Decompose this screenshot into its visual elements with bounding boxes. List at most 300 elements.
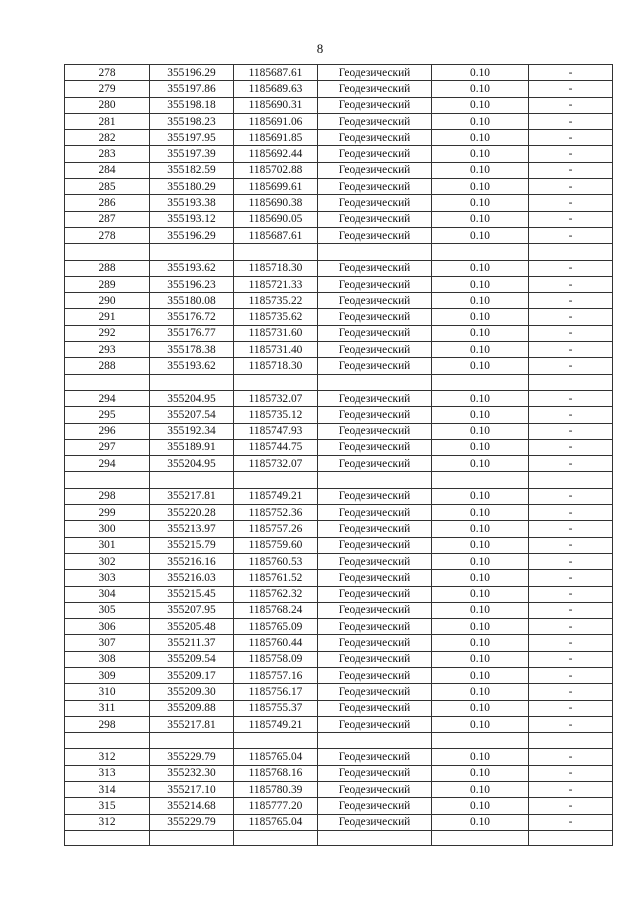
table-row: [65, 423, 613, 439]
accuracy-cell: 0.10: [432, 342, 529, 358]
table-separator-row: [65, 733, 613, 749]
y-coordinate-cell: [234, 244, 318, 260]
x-coordinate-cell: 355196.23: [150, 276, 234, 292]
description-cell: [529, 472, 613, 488]
y-coordinate-cell: 1185761.52: [234, 570, 318, 586]
accuracy-cell: 0.10: [432, 439, 529, 455]
point-number-cell: 302: [65, 553, 150, 569]
y-coordinate-cell: 1185760.44: [234, 635, 318, 651]
y-coordinate-cell: 1185755.37: [234, 700, 318, 716]
x-coordinate-cell: 355193.62: [150, 358, 234, 374]
method-cell: Геодезический: [318, 293, 432, 309]
y-coordinate-cell: [234, 472, 318, 488]
x-coordinate-cell: 355198.23: [150, 113, 234, 129]
coordinates-table: [64, 64, 613, 846]
point-number-cell: 294: [65, 456, 150, 472]
accuracy-cell: 0.10: [432, 325, 529, 341]
accuracy-cell: 0.10: [432, 505, 529, 521]
x-coordinate-cell: 355217.81: [150, 488, 234, 504]
table-row: [65, 700, 613, 716]
table-row: [65, 765, 613, 781]
method-cell: Геодезический: [318, 358, 432, 374]
y-coordinate-cell: 1185731.40: [234, 342, 318, 358]
method-cell: Геодезический: [318, 749, 432, 765]
point-number-cell: 294: [65, 390, 150, 406]
point-number-cell: 301: [65, 537, 150, 553]
point-number-cell: 308: [65, 651, 150, 667]
accuracy-cell: [432, 733, 529, 749]
y-coordinate-cell: 1185756.17: [234, 684, 318, 700]
accuracy-cell: 0.10: [432, 97, 529, 113]
method-cell: Геодезический: [318, 521, 432, 537]
description-cell: -: [529, 423, 613, 439]
x-coordinate-cell: 355205.48: [150, 619, 234, 635]
y-coordinate-cell: 1185757.26: [234, 521, 318, 537]
point-number-cell: 306: [65, 619, 150, 635]
table-row: [65, 521, 613, 537]
description-cell: -: [529, 765, 613, 781]
table-row: [65, 81, 613, 97]
accuracy-cell: 0.10: [432, 700, 529, 716]
method-cell: Геодезический: [318, 586, 432, 602]
point-number-cell: 307: [65, 635, 150, 651]
accuracy-cell: 0.10: [432, 358, 529, 374]
accuracy-cell: [432, 244, 529, 260]
table-row: [65, 113, 613, 129]
y-coordinate-cell: 1185760.53: [234, 553, 318, 569]
table-row: [65, 325, 613, 341]
point-number-cell: 298: [65, 488, 150, 504]
table-row: [65, 260, 613, 276]
coordinates-table-body: [65, 65, 613, 846]
description-cell: -: [529, 309, 613, 325]
point-number-cell: 296: [65, 423, 150, 439]
x-coordinate-cell: 355176.77: [150, 325, 234, 341]
y-coordinate-cell: 1185690.05: [234, 211, 318, 227]
point-number-cell: 295: [65, 407, 150, 423]
table-separator-row: [65, 830, 613, 845]
accuracy-cell: 0.10: [432, 276, 529, 292]
description-cell: -: [529, 260, 613, 276]
table-row: [65, 667, 613, 683]
y-coordinate-cell: 1185690.38: [234, 195, 318, 211]
table-row: [65, 651, 613, 667]
point-number-cell: 280: [65, 97, 150, 113]
accuracy-cell: 0.10: [432, 390, 529, 406]
description-cell: -: [529, 635, 613, 651]
method-cell: Геодезический: [318, 667, 432, 683]
x-coordinate-cell: 355180.08: [150, 293, 234, 309]
table-row: [65, 456, 613, 472]
description-cell: -: [529, 390, 613, 406]
y-coordinate-cell: 1185735.22: [234, 293, 318, 309]
table-row: [65, 553, 613, 569]
accuracy-cell: 0.10: [432, 65, 529, 81]
method-cell: [318, 472, 432, 488]
method-cell: Геодезический: [318, 146, 432, 162]
x-coordinate-cell: 355229.79: [150, 749, 234, 765]
table-separator-row: [65, 244, 613, 260]
point-number-cell: 305: [65, 602, 150, 618]
table-row: [65, 782, 613, 798]
table-row: [65, 505, 613, 521]
accuracy-cell: [432, 472, 529, 488]
x-coordinate-cell: 355232.30: [150, 765, 234, 781]
x-coordinate-cell: 355209.54: [150, 651, 234, 667]
point-number-cell: 312: [65, 814, 150, 830]
point-number-cell: 288: [65, 358, 150, 374]
y-coordinate-cell: 1185687.61: [234, 227, 318, 243]
method-cell: [318, 374, 432, 390]
accuracy-cell: 0.10: [432, 456, 529, 472]
description-cell: -: [529, 113, 613, 129]
method-cell: Геодезический: [318, 227, 432, 243]
description-cell: -: [529, 586, 613, 602]
description-cell: -: [529, 407, 613, 423]
y-coordinate-cell: 1185744.75: [234, 439, 318, 455]
table-row: [65, 65, 613, 81]
point-number-cell: 279: [65, 81, 150, 97]
x-coordinate-cell: 355182.59: [150, 162, 234, 178]
y-coordinate-cell: [234, 733, 318, 749]
table-row: [65, 488, 613, 504]
y-coordinate-cell: 1185757.16: [234, 667, 318, 683]
point-number-cell: 282: [65, 130, 150, 146]
method-cell: Геодезический: [318, 162, 432, 178]
method-cell: Геодезический: [318, 537, 432, 553]
table-row: [65, 195, 613, 211]
method-cell: Геодезический: [318, 716, 432, 732]
page-number: 8: [316, 41, 324, 56]
accuracy-cell: 0.10: [432, 586, 529, 602]
x-coordinate-cell: 355197.39: [150, 146, 234, 162]
x-coordinate-cell: 355220.28: [150, 505, 234, 521]
x-coordinate-cell: [150, 244, 234, 260]
description-cell: -: [529, 505, 613, 521]
table-row: [65, 293, 613, 309]
x-coordinate-cell: [150, 830, 234, 845]
point-number-cell: 310: [65, 684, 150, 700]
accuracy-cell: [432, 830, 529, 845]
accuracy-cell: 0.10: [432, 798, 529, 814]
description-cell: -: [529, 602, 613, 618]
x-coordinate-cell: 355192.34: [150, 423, 234, 439]
accuracy-cell: 0.10: [432, 293, 529, 309]
description-cell: -: [529, 342, 613, 358]
description-cell: -: [529, 814, 613, 830]
accuracy-cell: 0.10: [432, 146, 529, 162]
point-number-cell: 311: [65, 700, 150, 716]
method-cell: Геодезический: [318, 195, 432, 211]
method-cell: Геодезический: [318, 553, 432, 569]
accuracy-cell: 0.10: [432, 814, 529, 830]
table-row: [65, 227, 613, 243]
x-coordinate-cell: 355209.17: [150, 667, 234, 683]
point-number-cell: 284: [65, 162, 150, 178]
y-coordinate-cell: 1185691.85: [234, 130, 318, 146]
method-cell: Геодезический: [318, 684, 432, 700]
method-cell: Геодезический: [318, 276, 432, 292]
description-cell: -: [529, 276, 613, 292]
x-coordinate-cell: 355204.95: [150, 456, 234, 472]
y-coordinate-cell: 1185762.32: [234, 586, 318, 602]
accuracy-cell: [432, 374, 529, 390]
description-cell: -: [529, 81, 613, 97]
description-cell: [529, 374, 613, 390]
accuracy-cell: 0.10: [432, 162, 529, 178]
accuracy-cell: 0.10: [432, 309, 529, 325]
point-number-cell: 288: [65, 260, 150, 276]
table-row: [65, 814, 613, 830]
accuracy-cell: 0.10: [432, 553, 529, 569]
point-number-cell: 313: [65, 765, 150, 781]
description-cell: -: [529, 439, 613, 455]
accuracy-cell: 0.10: [432, 684, 529, 700]
description-cell: -: [529, 179, 613, 195]
description-cell: -: [529, 749, 613, 765]
point-number-cell: 285: [65, 179, 150, 195]
table-row: [65, 602, 613, 618]
description-cell: -: [529, 537, 613, 553]
y-coordinate-cell: 1185692.44: [234, 146, 318, 162]
point-number-cell: 286: [65, 195, 150, 211]
point-number-cell: 312: [65, 749, 150, 765]
x-coordinate-cell: 355216.16: [150, 553, 234, 569]
accuracy-cell: 0.10: [432, 602, 529, 618]
description-cell: -: [529, 651, 613, 667]
point-number-cell: [65, 244, 150, 260]
y-coordinate-cell: 1185752.36: [234, 505, 318, 521]
table-row: [65, 342, 613, 358]
method-cell: Геодезический: [318, 325, 432, 341]
x-coordinate-cell: 355196.29: [150, 65, 234, 81]
accuracy-cell: 0.10: [432, 195, 529, 211]
x-coordinate-cell: 355196.29: [150, 227, 234, 243]
y-coordinate-cell: 1185749.21: [234, 488, 318, 504]
description-cell: -: [529, 130, 613, 146]
method-cell: Геодезический: [318, 814, 432, 830]
point-number-cell: 278: [65, 227, 150, 243]
x-coordinate-cell: 355215.79: [150, 537, 234, 553]
y-coordinate-cell: 1185768.24: [234, 602, 318, 618]
x-coordinate-cell: 355214.68: [150, 798, 234, 814]
point-number-cell: 291: [65, 309, 150, 325]
method-cell: Геодезический: [318, 619, 432, 635]
point-number-cell: 299: [65, 505, 150, 521]
method-cell: Геодезический: [318, 97, 432, 113]
x-coordinate-cell: 355197.86: [150, 81, 234, 97]
method-cell: Геодезический: [318, 390, 432, 406]
description-cell: [529, 244, 613, 260]
table-row: [65, 146, 613, 162]
description-cell: -: [529, 570, 613, 586]
x-coordinate-cell: 355197.95: [150, 130, 234, 146]
method-cell: Геодезический: [318, 211, 432, 227]
y-coordinate-cell: 1185689.63: [234, 81, 318, 97]
y-coordinate-cell: 1185699.61: [234, 179, 318, 195]
x-coordinate-cell: 355178.38: [150, 342, 234, 358]
method-cell: Геодезический: [318, 798, 432, 814]
point-number-cell: 309: [65, 667, 150, 683]
y-coordinate-cell: 1185690.31: [234, 97, 318, 113]
point-number-cell: 298: [65, 716, 150, 732]
table-row: [65, 749, 613, 765]
point-number-cell: [65, 472, 150, 488]
table-row: [65, 309, 613, 325]
table-row: [65, 570, 613, 586]
x-coordinate-cell: [150, 374, 234, 390]
accuracy-cell: 0.10: [432, 667, 529, 683]
y-coordinate-cell: 1185732.07: [234, 390, 318, 406]
description-cell: -: [529, 700, 613, 716]
accuracy-cell: 0.10: [432, 488, 529, 504]
y-coordinate-cell: 1185687.61: [234, 65, 318, 81]
y-coordinate-cell: 1185702.88: [234, 162, 318, 178]
y-coordinate-cell: 1185747.93: [234, 423, 318, 439]
description-cell: -: [529, 293, 613, 309]
y-coordinate-cell: 1185721.33: [234, 276, 318, 292]
x-coordinate-cell: 355217.10: [150, 782, 234, 798]
method-cell: Геодезический: [318, 179, 432, 195]
description-cell: -: [529, 716, 613, 732]
accuracy-cell: 0.10: [432, 651, 529, 667]
x-coordinate-cell: 355198.18: [150, 97, 234, 113]
point-number-cell: 290: [65, 293, 150, 309]
point-number-cell: 303: [65, 570, 150, 586]
description-cell: -: [529, 782, 613, 798]
point-number-cell: 292: [65, 325, 150, 341]
accuracy-cell: 0.10: [432, 635, 529, 651]
table-row: [65, 358, 613, 374]
y-coordinate-cell: 1185732.07: [234, 456, 318, 472]
description-cell: -: [529, 521, 613, 537]
x-coordinate-cell: 355209.88: [150, 700, 234, 716]
y-coordinate-cell: [234, 374, 318, 390]
table-row: [65, 798, 613, 814]
description-cell: -: [529, 162, 613, 178]
description-cell: -: [529, 211, 613, 227]
method-cell: Геодезический: [318, 113, 432, 129]
y-coordinate-cell: 1185759.60: [234, 537, 318, 553]
table-row: [65, 716, 613, 732]
x-coordinate-cell: 355193.38: [150, 195, 234, 211]
y-coordinate-cell: 1185718.30: [234, 260, 318, 276]
y-coordinate-cell: 1185758.09: [234, 651, 318, 667]
table-row: [65, 276, 613, 292]
table-row: [65, 162, 613, 178]
y-coordinate-cell: 1185735.12: [234, 407, 318, 423]
x-coordinate-cell: 355193.62: [150, 260, 234, 276]
description-cell: [529, 830, 613, 845]
x-coordinate-cell: [150, 733, 234, 749]
accuracy-cell: 0.10: [432, 211, 529, 227]
table-row: [65, 407, 613, 423]
y-coordinate-cell: 1185718.30: [234, 358, 318, 374]
method-cell: Геодезический: [318, 423, 432, 439]
accuracy-cell: 0.10: [432, 407, 529, 423]
accuracy-cell: 0.10: [432, 227, 529, 243]
description-cell: -: [529, 488, 613, 504]
description-cell: [529, 733, 613, 749]
table-separator-row: [65, 472, 613, 488]
method-cell: Геодезический: [318, 81, 432, 97]
table-row: [65, 635, 613, 651]
point-number-cell: 293: [65, 342, 150, 358]
method-cell: [318, 244, 432, 260]
table-row: [65, 130, 613, 146]
description-cell: -: [529, 667, 613, 683]
method-cell: Геодезический: [318, 488, 432, 504]
method-cell: Геодезический: [318, 65, 432, 81]
description-cell: -: [529, 619, 613, 635]
table-row: [65, 390, 613, 406]
y-coordinate-cell: 1185731.60: [234, 325, 318, 341]
point-number-cell: 314: [65, 782, 150, 798]
method-cell: Геодезический: [318, 309, 432, 325]
x-coordinate-cell: 355204.95: [150, 390, 234, 406]
y-coordinate-cell: 1185777.20: [234, 798, 318, 814]
accuracy-cell: 0.10: [432, 260, 529, 276]
point-number-cell: 315: [65, 798, 150, 814]
y-coordinate-cell: 1185749.21: [234, 716, 318, 732]
description-cell: -: [529, 325, 613, 341]
x-coordinate-cell: 355215.45: [150, 586, 234, 602]
description-cell: -: [529, 456, 613, 472]
method-cell: Геодезический: [318, 342, 432, 358]
method-cell: Геодезический: [318, 765, 432, 781]
table-row: [65, 439, 613, 455]
method-cell: Геодезический: [318, 570, 432, 586]
table-row: [65, 97, 613, 113]
method-cell: Геодезический: [318, 651, 432, 667]
point-number-cell: 297: [65, 439, 150, 455]
x-coordinate-cell: 355193.12: [150, 211, 234, 227]
y-coordinate-cell: [234, 830, 318, 845]
accuracy-cell: 0.10: [432, 782, 529, 798]
method-cell: Геодезический: [318, 700, 432, 716]
method-cell: Геодезический: [318, 635, 432, 651]
method-cell: [318, 733, 432, 749]
x-coordinate-cell: 355209.30: [150, 684, 234, 700]
y-coordinate-cell: 1185768.16: [234, 765, 318, 781]
accuracy-cell: 0.10: [432, 521, 529, 537]
y-coordinate-cell: 1185691.06: [234, 113, 318, 129]
table-row: [65, 619, 613, 635]
method-cell: Геодезический: [318, 602, 432, 618]
point-number-cell: 304: [65, 586, 150, 602]
y-coordinate-cell: 1185765.09: [234, 619, 318, 635]
description-cell: -: [529, 195, 613, 211]
accuracy-cell: 0.10: [432, 81, 529, 97]
point-number-cell: 278: [65, 65, 150, 81]
table-row: [65, 179, 613, 195]
description-cell: -: [529, 684, 613, 700]
description-cell: -: [529, 65, 613, 81]
x-coordinate-cell: 355180.29: [150, 179, 234, 195]
method-cell: Геодезический: [318, 439, 432, 455]
table-row: [65, 684, 613, 700]
table-row: [65, 211, 613, 227]
method-cell: Геодезический: [318, 456, 432, 472]
accuracy-cell: 0.10: [432, 570, 529, 586]
accuracy-cell: 0.10: [432, 130, 529, 146]
description-cell: -: [529, 227, 613, 243]
point-number-cell: 287: [65, 211, 150, 227]
x-coordinate-cell: 355211.37: [150, 635, 234, 651]
method-cell: Геодезический: [318, 130, 432, 146]
method-cell: Геодезический: [318, 782, 432, 798]
description-cell: -: [529, 146, 613, 162]
